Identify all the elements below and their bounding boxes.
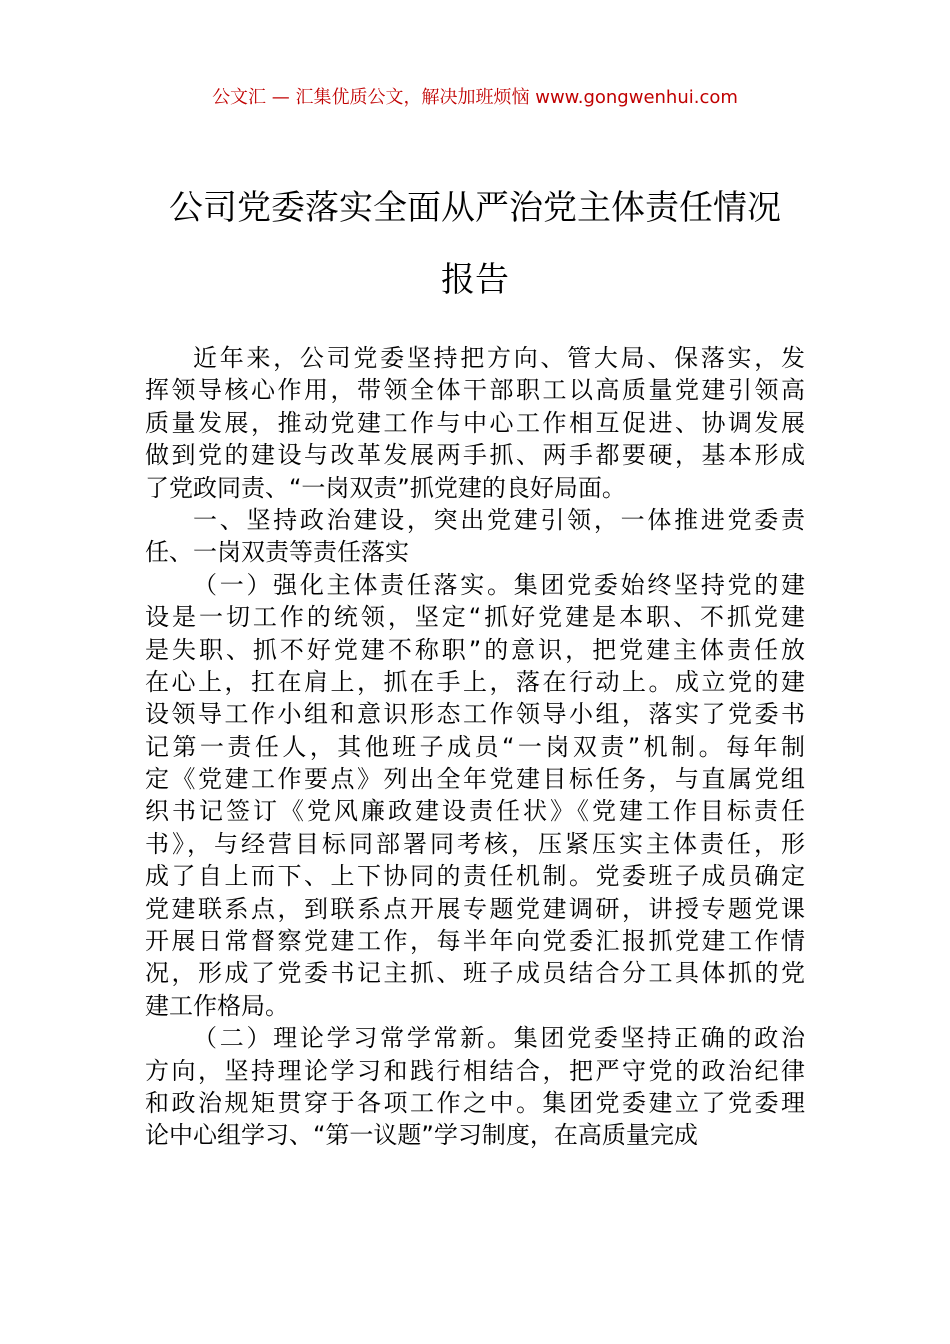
paragraph-line: 论中心组学习、“第一议题”学习制度，在高质量完成 bbox=[145, 1121, 698, 1150]
paragraph-line: 了党政同责、“一岗双责”抓党建的良好局面。 bbox=[145, 473, 626, 502]
paragraph-line: 定《党建工作要点》列出全年党建目标任务，与直属党组 bbox=[145, 765, 805, 794]
paragraph-line: 和政治规矩贯穿于各项工作之中。集团党委建立了党委理 bbox=[145, 1088, 805, 1117]
section-heading-line: 任、一岗双责等责任落实 bbox=[145, 538, 409, 567]
paragraph-line: 设领导工作小组和意识形态工作领导小组，落实了党委书 bbox=[145, 700, 805, 729]
document-body bbox=[145, 342, 805, 1152]
paragraph-line: 成了自上而下、上下协同的责任机制。党委班子成员确定 bbox=[145, 862, 805, 891]
paragraph-line: 近年来，公司党委坚持把方向、管大局、保落实，发 bbox=[193, 344, 805, 372]
section-heading-line: 一、坚持政治建设，突出党建引领，一体推进党委责 bbox=[193, 505, 805, 534]
paragraph-line: 在心上，扛在肩上，抓在手上，落在行动上。成立党的建 bbox=[145, 667, 805, 696]
title-line: 报告 bbox=[441, 260, 509, 300]
paragraph-line: 挥领导核心作用，带领全体干部职工以高质量党建引领高 bbox=[145, 376, 805, 405]
paragraph-line: 况，形成了党委书记主抓、班子成员结合分工具体抓的党 bbox=[145, 959, 805, 988]
document-title bbox=[145, 172, 805, 316]
paragraph-line: 织书记签订《党风廉政建设责任状》《党建工作目标责任 bbox=[145, 797, 805, 826]
paragraph-line: 建工作格局。 bbox=[145, 991, 289, 1020]
paragraph-line: 开展日常督察党建工作，每半年向党委汇报抓党建工作情 bbox=[145, 927, 805, 956]
paragraph-line: 书》，与经营目标同部署同考核，压紧压实主体责任，形 bbox=[145, 829, 805, 858]
header-banner: 公文汇 — 汇集优质公文，解决加班烦恼 www.gongwenhui.com bbox=[212, 87, 738, 108]
paragraph-line: 方向，坚持理论学习和践行相结合，把严守党的政治纪律 bbox=[145, 1056, 805, 1085]
paragraph-line: 记第一责任人，其他班子成员“一岗双责”机制。每年制 bbox=[145, 732, 805, 761]
paragraph-line: （一）强化主体责任落实。集团党委始终坚持党的建 bbox=[193, 570, 805, 599]
paragraph-line: 质量发展，推动党建工作与中心工作相互促进、协调发展 bbox=[145, 408, 805, 437]
paragraph-line: 党建联系点，到联系点开展专题党建调研，讲授专题党课 bbox=[145, 894, 805, 923]
paragraph-line: 做到党的建设与改革发展两手抓、两手都要硬，基本形成 bbox=[145, 441, 805, 470]
title-line: 公司党委落实全面从严治党主体责任情况 bbox=[169, 188, 781, 228]
paragraph-line: 是失职、抓不好党建不称职”的意识，把党建主体责任放 bbox=[145, 635, 805, 664]
paragraph-line: （二）理论学习常学常新。集团党委坚持正确的政治 bbox=[193, 1024, 805, 1053]
paragraph-line: 设是一切工作的统领，坚定“抓好党建是本职、不抓党建 bbox=[145, 603, 805, 632]
